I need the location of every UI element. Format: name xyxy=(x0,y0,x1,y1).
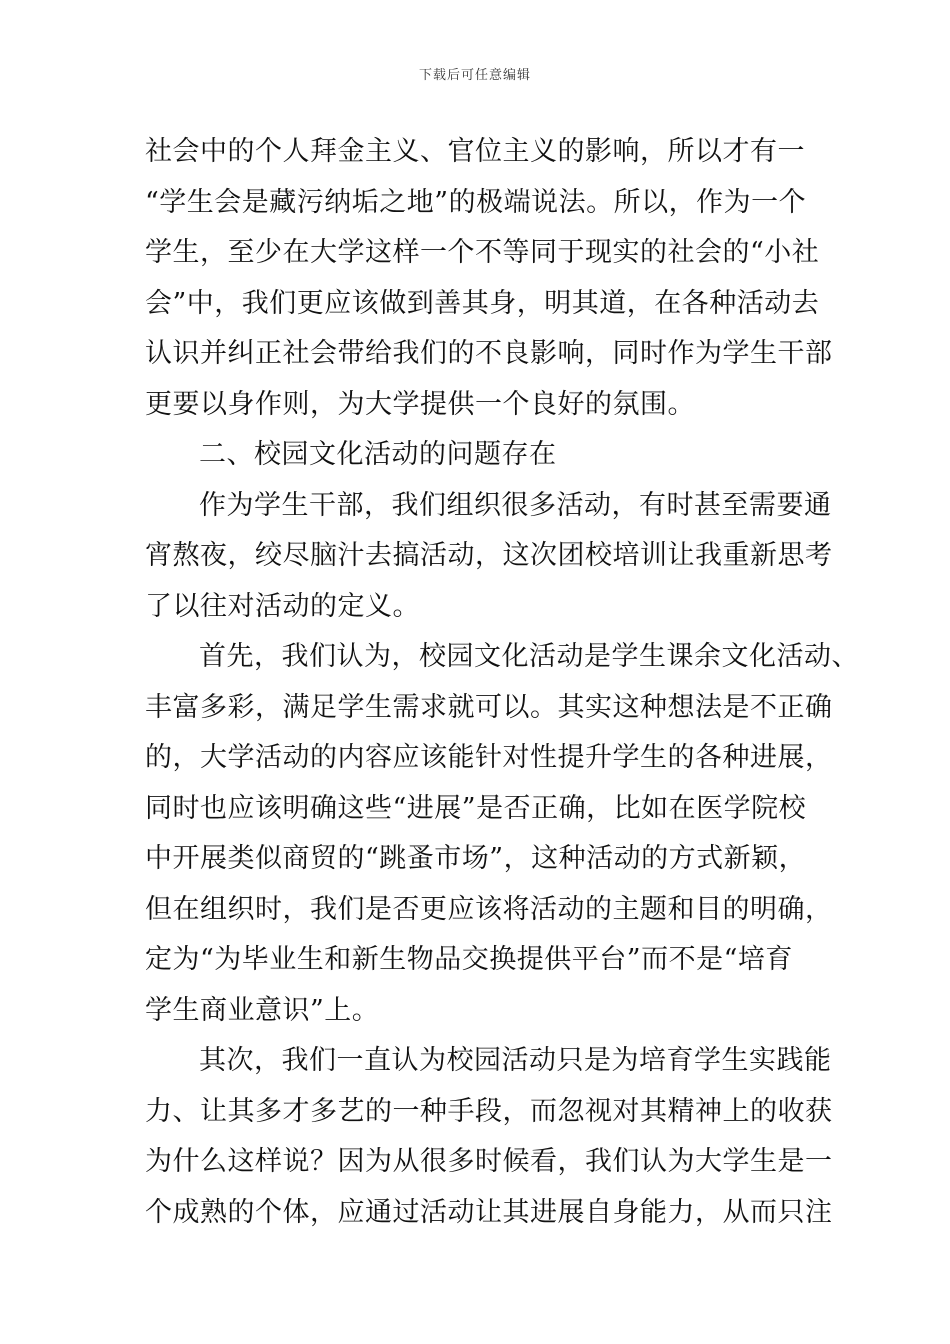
text-line: 同时也应该明确这些“进展”是否正确，比如在医学院校 xyxy=(145,792,807,824)
text-line: 定为“为毕业生和新生物品交换提供平台”而不是“培育 xyxy=(145,944,793,975)
text-line: 中开展类似商贸的“跳蚤市场”，这种活动的方式新颖， xyxy=(145,843,807,874)
text-line: 认识并纠正社会带给我们的不良影响，同时作为学生干部 xyxy=(145,338,833,369)
text-line: 宵熬夜，绞尽脑汁去搞活动，这次团校培训让我重新思考 xyxy=(145,540,833,571)
text-line: 但在组织时，我们是否更应该将活动的主题和目的明确， xyxy=(145,893,833,925)
section-heading: 二、校园文化活动的问题存在 xyxy=(199,439,557,470)
text-line: 个成熟的个体，应通过活动让其进展自身能力，从而只注 xyxy=(145,1196,833,1228)
text-line: 丰富多彩，满足学生需求就可以。其实这种想法是不正确 xyxy=(145,691,833,723)
document-body xyxy=(145,127,859,1238)
text-line: “学生会是藏污纳垢之地”的极端说法。所以，作为一个 xyxy=(145,186,807,218)
text-line: 社会中的个人拜金主义、官位主义的影响，所以才有一 xyxy=(145,136,805,167)
text-line: 了以往对活动的定义。 xyxy=(145,590,420,622)
text-line: 的，大学活动的内容应该能针对性提升学生的各种进展， xyxy=(145,742,833,773)
text-line: 更要以身作则，为大学提供一个良好的氛围。 xyxy=(145,388,695,420)
text-line: 会”中，我们更应该做到善其身，明其道，在各种活动去 xyxy=(145,287,820,319)
paragraph-first-line: 其次，我们一直认为校园活动只是为培育学生实践能 xyxy=(199,1045,832,1076)
paragraph-first-line: 作为学生干部，我们组织很多活动，有时甚至需要通 xyxy=(199,489,832,521)
text-line: 学生，至少在大学这样一个不等同于现实的社会的“小社 xyxy=(145,237,820,268)
page-header-note: 下载后可任意编辑 xyxy=(418,68,531,83)
text-line: 为什么这样说？因为从很多时候看，我们认为大学生是一 xyxy=(145,1146,833,1177)
paragraph-first-line: 首先，我们认为，校园文化活动是学生课余文化活动、 xyxy=(199,641,859,672)
text-line: 力、让其多才多艺的一种手段，而忽视对其精神上的收获 xyxy=(145,1095,833,1127)
text-line: 学生商业意识”上。 xyxy=(145,994,380,1026)
